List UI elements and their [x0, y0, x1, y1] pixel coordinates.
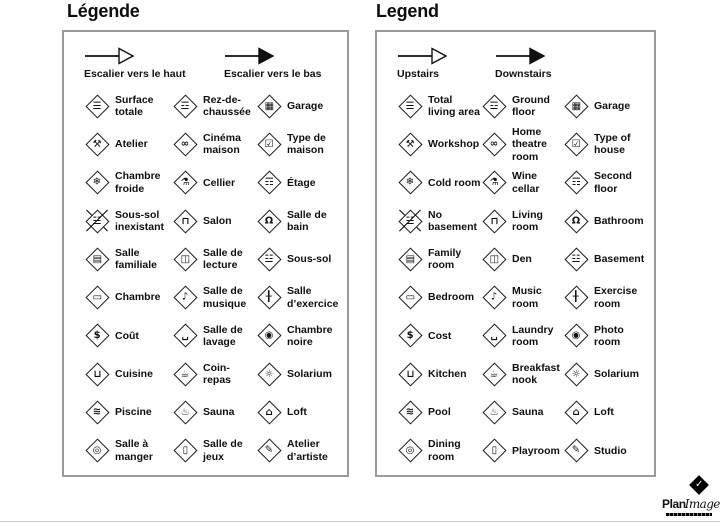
legend-item: [397, 170, 481, 196]
legend-item-label: Cellier: [203, 176, 236, 189]
legend-item-label: Garage: [287, 99, 324, 112]
legend-item-label: Loft: [287, 406, 307, 419]
logo-plan-text: Plan: [662, 497, 686, 511]
wine-bottle-icon: ⚗: [172, 170, 198, 196]
logo-image-text: Image: [684, 497, 720, 511]
legend-item: [84, 246, 172, 272]
toilet-icon: Ω: [256, 208, 282, 234]
legend-item-label: Sauna: [512, 406, 544, 419]
legend-item: [172, 131, 256, 157]
legend-item: [84, 400, 172, 426]
legend-item-label: Studio: [594, 444, 627, 457]
legend-item: [563, 400, 649, 426]
camera-icon: ◉: [256, 323, 282, 349]
floor-stack-icon: ☰: [397, 93, 423, 119]
legend-item-label: Salle à manger: [115, 438, 153, 463]
tv-icon: ▤: [397, 246, 423, 272]
legend-item: [481, 126, 563, 163]
pot-icon: ⊔: [84, 361, 110, 387]
legend-item: [84, 208, 172, 234]
legend-item: [256, 438, 346, 464]
solid-arrow-icon: [495, 47, 545, 65]
legend-item-label: Piscine: [115, 406, 152, 419]
legend-item: [481, 170, 563, 196]
legend-item: [397, 285, 481, 311]
legend-item: [397, 208, 481, 234]
english-arrows-row: [397, 47, 654, 80]
legend-item-label: Basement: [594, 253, 645, 266]
legend-item: [256, 400, 346, 426]
hammer-icon: ⚒: [397, 131, 423, 157]
legend-item-label: Breakfast nook: [512, 361, 560, 387]
downstairs-arrow-figure: [224, 47, 322, 80]
ground-floor-stack-icon: ☲: [172, 93, 198, 119]
projector-icon: ∞: [481, 131, 507, 157]
checklist-icon: ☑: [563, 131, 589, 157]
open-arrow-icon: [397, 47, 447, 65]
toy-icon: ▯: [172, 438, 198, 464]
upstairs-arrow-label: Escalier vers le haut: [84, 68, 186, 80]
legend-item-label: Solarium: [594, 368, 639, 381]
garage-door-icon: ▦: [256, 93, 282, 119]
upstairs-arrow-label: Upstairs: [397, 68, 440, 80]
legend-item-label: Den: [512, 253, 532, 266]
legend-item-label: Étage: [287, 176, 316, 189]
bed-icon: ▭: [397, 285, 423, 311]
downstairs-arrow-label: Downstairs: [495, 68, 552, 80]
legend-item-label: Salle familiale: [115, 246, 158, 272]
downstairs-arrow-label: Escalier vers le bas: [224, 68, 322, 80]
legend-item-label: Total living area: [428, 93, 480, 119]
swimmer-icon: ≋: [397, 400, 423, 426]
french-legend-grid: [84, 87, 347, 470]
downstairs-arrow-figure: [495, 47, 552, 80]
legend-item: [481, 323, 563, 349]
legend-item: [397, 131, 481, 157]
upstairs-arrow-figure: [84, 47, 202, 80]
legend-item: [481, 400, 563, 426]
legend-item-label: Salon: [203, 214, 232, 227]
legend-item: [256, 285, 346, 311]
legend-item: [84, 93, 172, 119]
legend-item-label: Kitchen: [428, 368, 467, 381]
legend-item: [481, 208, 563, 234]
french-panel-title: Légende: [67, 1, 140, 21]
legend-item: [481, 285, 563, 311]
thermometer-icon: ❄: [397, 170, 423, 196]
hammer-icon: ⚒: [84, 131, 110, 157]
legend-item: [397, 246, 481, 272]
tv-icon: ▤: [84, 246, 110, 272]
legend-item-label: Salle de musique: [203, 285, 247, 310]
steam-person-icon: ♨: [172, 400, 198, 426]
planimage-diamond-icon: [689, 475, 709, 495]
crossed-floor-icon: ☳: [397, 208, 423, 234]
bed-icon: ▭: [84, 285, 110, 311]
thermometer-icon: ❄: [84, 170, 110, 196]
legend-item: [397, 400, 481, 426]
legend-item: [256, 361, 346, 387]
music-note-icon: ♪: [481, 285, 507, 311]
legend-item-label: Laundry room: [512, 323, 554, 348]
legend-item-label: Salle de bain: [287, 208, 327, 234]
legend-item: [172, 208, 256, 234]
legend-item: [172, 246, 256, 272]
legend-item: [172, 438, 256, 464]
legend-item: [84, 361, 172, 387]
legend-item-label: Cost: [428, 329, 452, 342]
legend-item-label: Sous-sol inexistant: [115, 208, 165, 234]
legend-item-label: Cold room: [428, 176, 481, 189]
legend-item: [84, 170, 172, 196]
legend-item-label: Dining room: [428, 438, 461, 463]
legend-item-label: Type of house: [594, 132, 631, 157]
legend-item-label: Solarium: [287, 368, 332, 381]
legend-item: [84, 438, 172, 464]
toy-icon: ▯: [481, 438, 507, 464]
french-arrows-row: [84, 47, 347, 80]
legend-item-label: Salle de lavage: [203, 323, 243, 348]
legend-item: [256, 93, 346, 119]
steam-person-icon: ♨: [481, 400, 507, 426]
checklist-icon: ☑: [256, 131, 282, 157]
legend-item: [172, 323, 256, 349]
legend-item: [256, 170, 346, 196]
palette-icon: ✎: [563, 438, 589, 464]
legend-item: [256, 131, 346, 157]
book-icon: ◫: [481, 246, 507, 272]
legend-item: [84, 285, 172, 311]
sun-icon: ☼: [256, 361, 282, 387]
legend-item-label: Chambre: [115, 291, 161, 304]
weight-machine-icon: ╂: [563, 285, 589, 311]
legend-item: [563, 438, 649, 464]
garage-door-icon: ▦: [563, 93, 589, 119]
projector-icon: ∞: [172, 131, 198, 157]
planimage-wordmark: [662, 496, 720, 512]
check-glyph: ✓: [694, 478, 704, 490]
english-legend-grid: [397, 87, 654, 470]
legend-item-label: Chambre noire: [287, 323, 333, 348]
bottom-floor-stack-icon: ☳: [256, 246, 282, 272]
plate-icon: ◎: [397, 438, 423, 464]
legend-item-label: Salle d’exercice: [287, 285, 339, 310]
ground-floor-stack-icon: ☲: [481, 93, 507, 119]
legend-item: [397, 438, 481, 464]
legend-item: [172, 361, 256, 387]
legend-item: [397, 323, 481, 349]
legend-item: [563, 246, 649, 272]
sofa-icon: ⊓: [481, 208, 507, 234]
english-legend-box: [375, 30, 656, 477]
legend-item-label: Loft: [594, 406, 614, 419]
legend-item: [563, 208, 649, 234]
legend-item: [481, 438, 563, 464]
legend-item: [481, 361, 563, 387]
legend-item: [256, 208, 346, 234]
roof-icon: ⌂: [563, 400, 589, 426]
legend-item: [397, 93, 481, 119]
legend-item: [481, 246, 563, 272]
legend-item-label: Family room: [428, 246, 462, 272]
legend-item: [84, 323, 172, 349]
legend-item: [563, 285, 649, 311]
legend-item-label: Home theatre room: [512, 125, 548, 163]
legend-item-label: Coût: [115, 329, 139, 342]
legend-item-label: Sauna: [203, 406, 235, 419]
legend-item-label: Garage: [594, 99, 631, 112]
legend-item-label: Cinéma maison: [203, 132, 241, 157]
legend-item-label: Atelier d’artiste: [287, 438, 328, 463]
washbasin-icon: ␣: [172, 323, 198, 349]
legend-item-label: Second floor: [594, 170, 632, 195]
weight-machine-icon: ╂: [256, 285, 282, 311]
logo-tagline-strip: [666, 513, 712, 516]
legend-item-label: Music room: [512, 285, 542, 310]
music-note-icon: ♪: [172, 285, 198, 311]
legend-item-label: Living room: [512, 208, 543, 234]
dollar-icon: $: [397, 323, 423, 349]
legend-item-label: Rez-de-chaussée: [203, 93, 251, 119]
bottom-floor-stack-icon: ☳: [563, 246, 589, 272]
legend-item-label: Salle de lecture: [203, 246, 243, 272]
camera-icon: ◉: [563, 323, 589, 349]
french-legend-box: [62, 30, 349, 477]
legend-item: [172, 93, 256, 119]
plate-icon: ◎: [84, 438, 110, 464]
wine-bottle-icon: ⚗: [481, 170, 507, 196]
legend-item: [84, 131, 172, 157]
pot-icon: ⊔: [397, 361, 423, 387]
legend-item: [481, 93, 563, 119]
palette-icon: ✎: [256, 438, 282, 464]
sofa-icon: ⊓: [172, 208, 198, 234]
sun-icon: ☼: [563, 361, 589, 387]
legend-item-label: Photo room: [594, 323, 624, 348]
legend-item-label: Workshop: [428, 138, 480, 151]
top-floor-stack-icon: ☶: [256, 170, 282, 196]
legend-item-label: Playroom: [512, 444, 560, 457]
legend-item-label: Cuisine: [115, 368, 153, 381]
legend-item: [563, 361, 649, 387]
legend-item-label: Salle de jeux: [203, 438, 243, 463]
swimmer-icon: ≋: [84, 400, 110, 426]
coffee-cup-icon: ☕: [172, 361, 198, 387]
book-icon: ◫: [172, 246, 198, 272]
legend-item-label: Surface totale: [115, 93, 154, 119]
legend-item: [563, 170, 649, 196]
legend-item-label: Bedroom: [428, 291, 475, 304]
legend-item-label: Pool: [428, 406, 451, 419]
legend-item-label: Exercise room: [594, 285, 638, 310]
legend-item: [172, 285, 256, 311]
legend-item-label: Ground floor: [512, 93, 550, 119]
upstairs-arrow-figure: [397, 47, 485, 80]
legend-item-label: Wine cellar: [512, 170, 540, 195]
planimage-logo: [662, 478, 720, 516]
legend-item: [172, 170, 256, 196]
open-arrow-icon: [84, 47, 134, 65]
legend-item: [563, 323, 649, 349]
top-floor-stack-icon: ☶: [563, 170, 589, 196]
legend-item: [563, 131, 649, 157]
dollar-icon: $: [84, 323, 110, 349]
legend-item-label: Atelier: [115, 138, 148, 151]
coffee-cup-icon: ☕: [481, 361, 507, 387]
legend-item: [256, 323, 346, 349]
legend-item: [563, 93, 649, 119]
legend-item-label: Chambre froide: [115, 170, 161, 195]
english-panel-title: Legend: [376, 1, 439, 21]
legend-item: [256, 246, 346, 272]
legend-item-label: Sous-sol: [287, 253, 332, 266]
legend-item-label: Coin-repas: [203, 361, 232, 387]
roof-icon: ⌂: [256, 400, 282, 426]
crossed-floor-icon: ☳: [84, 208, 110, 234]
toilet-icon: Ω: [563, 208, 589, 234]
legend-item-label: No basement: [428, 208, 478, 234]
legend-item: [397, 361, 481, 387]
legend-item: [172, 400, 256, 426]
legend-item-label: Type de maison: [287, 132, 326, 157]
washbasin-icon: ␣: [481, 323, 507, 349]
floor-stack-icon: ☰: [84, 93, 110, 119]
legend-item-label: Bathroom: [594, 214, 644, 227]
solid-arrow-icon: [224, 47, 274, 65]
